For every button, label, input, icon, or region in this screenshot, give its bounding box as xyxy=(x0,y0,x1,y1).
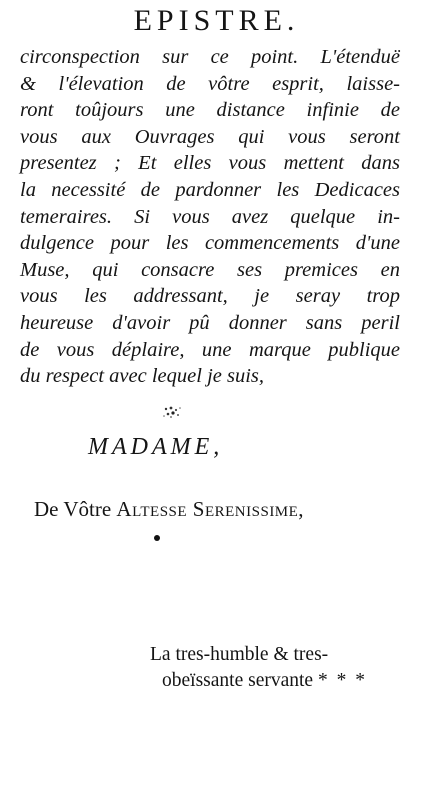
body-line: vous aux Ouvrages qui vous seront xyxy=(20,125,400,148)
body-line: & l'élevation de vôtre esprit, laisse- xyxy=(20,72,400,95)
body-line: la necessité de pardonner les Dedicaces xyxy=(20,178,400,201)
body-line: heureuse d'avoir pû donner sans peril xyxy=(20,311,400,334)
letter-body xyxy=(20,44,400,390)
body-line: de vous déplaire, une marque publique xyxy=(20,338,400,361)
signature-text: obeïssante servante xyxy=(162,670,314,691)
addressee-title: Altesse Serenissime, xyxy=(116,497,305,521)
signature-line-2 xyxy=(162,668,367,694)
signature-line-1: La tres-humble & tres- xyxy=(150,644,329,665)
ink-spot-icon xyxy=(154,535,160,541)
salutation: MADAME, xyxy=(88,434,224,460)
body-line: ront toûjours une distance infinie de xyxy=(20,99,400,122)
printers-ornament-icon xyxy=(162,405,182,419)
body-line: du respect avec lequel je suis, xyxy=(20,365,265,388)
running-head: EPISTRE. xyxy=(133,4,300,37)
addressee-prefix: De Vôtre xyxy=(34,497,112,521)
body-line: vous les addressant, je seray trop xyxy=(20,285,400,308)
body-line: dulgence pour les commencements d'une xyxy=(20,232,400,255)
addressee-line xyxy=(34,495,304,523)
body-line: presentez ; Et elles vous mettent dans xyxy=(20,152,400,175)
body-line: Muse, qui consacre ses premices en xyxy=(20,258,400,281)
signature-block xyxy=(150,642,367,694)
signature-stars: * * * xyxy=(317,670,367,691)
body-line: temeraires. Si vous avez quelque in- xyxy=(20,205,400,228)
body-line: circonspection sur ce point. L'étenduë xyxy=(20,46,400,68)
